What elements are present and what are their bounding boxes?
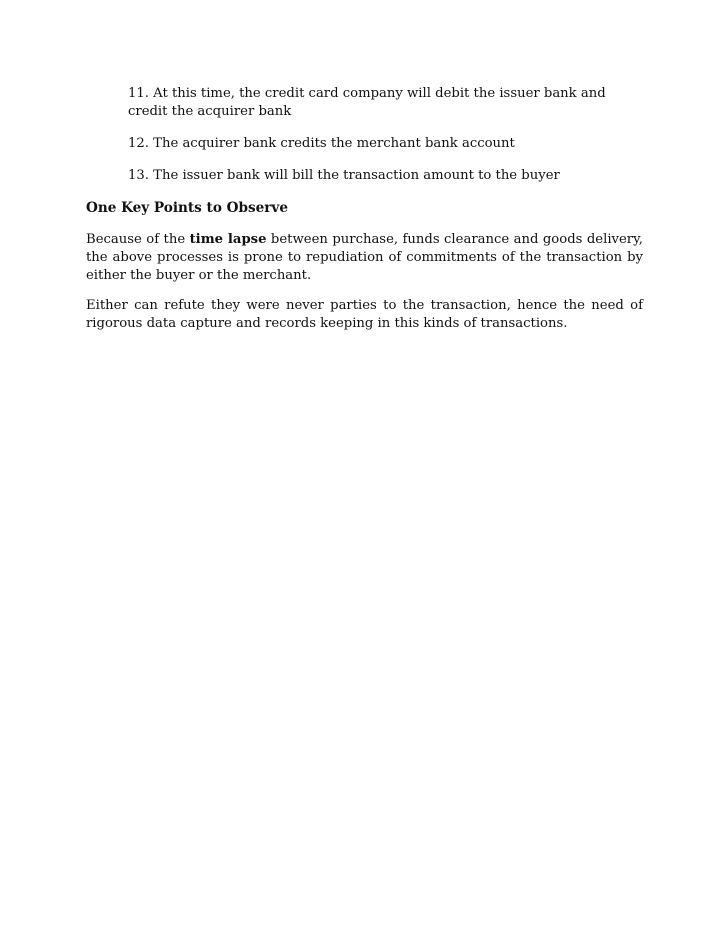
list-item: 11. At this time, the credit card company will debit the issuer bank and credit the acquirer bank [128,86,606,119]
paragraph-text-end: between purchase, funds clearance and goods delivery, the above processes is prone to repudiation of commitments of the transaction by either the buyer or the merchant. [86,232,643,283]
paragraph-refute: Either can refute they were never parties to the transaction, hence the need of rigorous data capture and records keeping in this kinds of transactions. [86,298,643,331]
emphasized-term: time lapse [189,232,267,247]
numbered-list [128,85,648,199]
paragraph-text-start: Because of the [86,232,190,247]
list-item: 13. The issuer bank will bill the transaction amount to the buyer [128,168,560,183]
section-heading: One Key Points to Observe [86,200,288,216]
list-item: 12. The acquirer bank credits the merchant bank account [128,136,515,151]
paragraph-time-lapse [86,231,643,285]
